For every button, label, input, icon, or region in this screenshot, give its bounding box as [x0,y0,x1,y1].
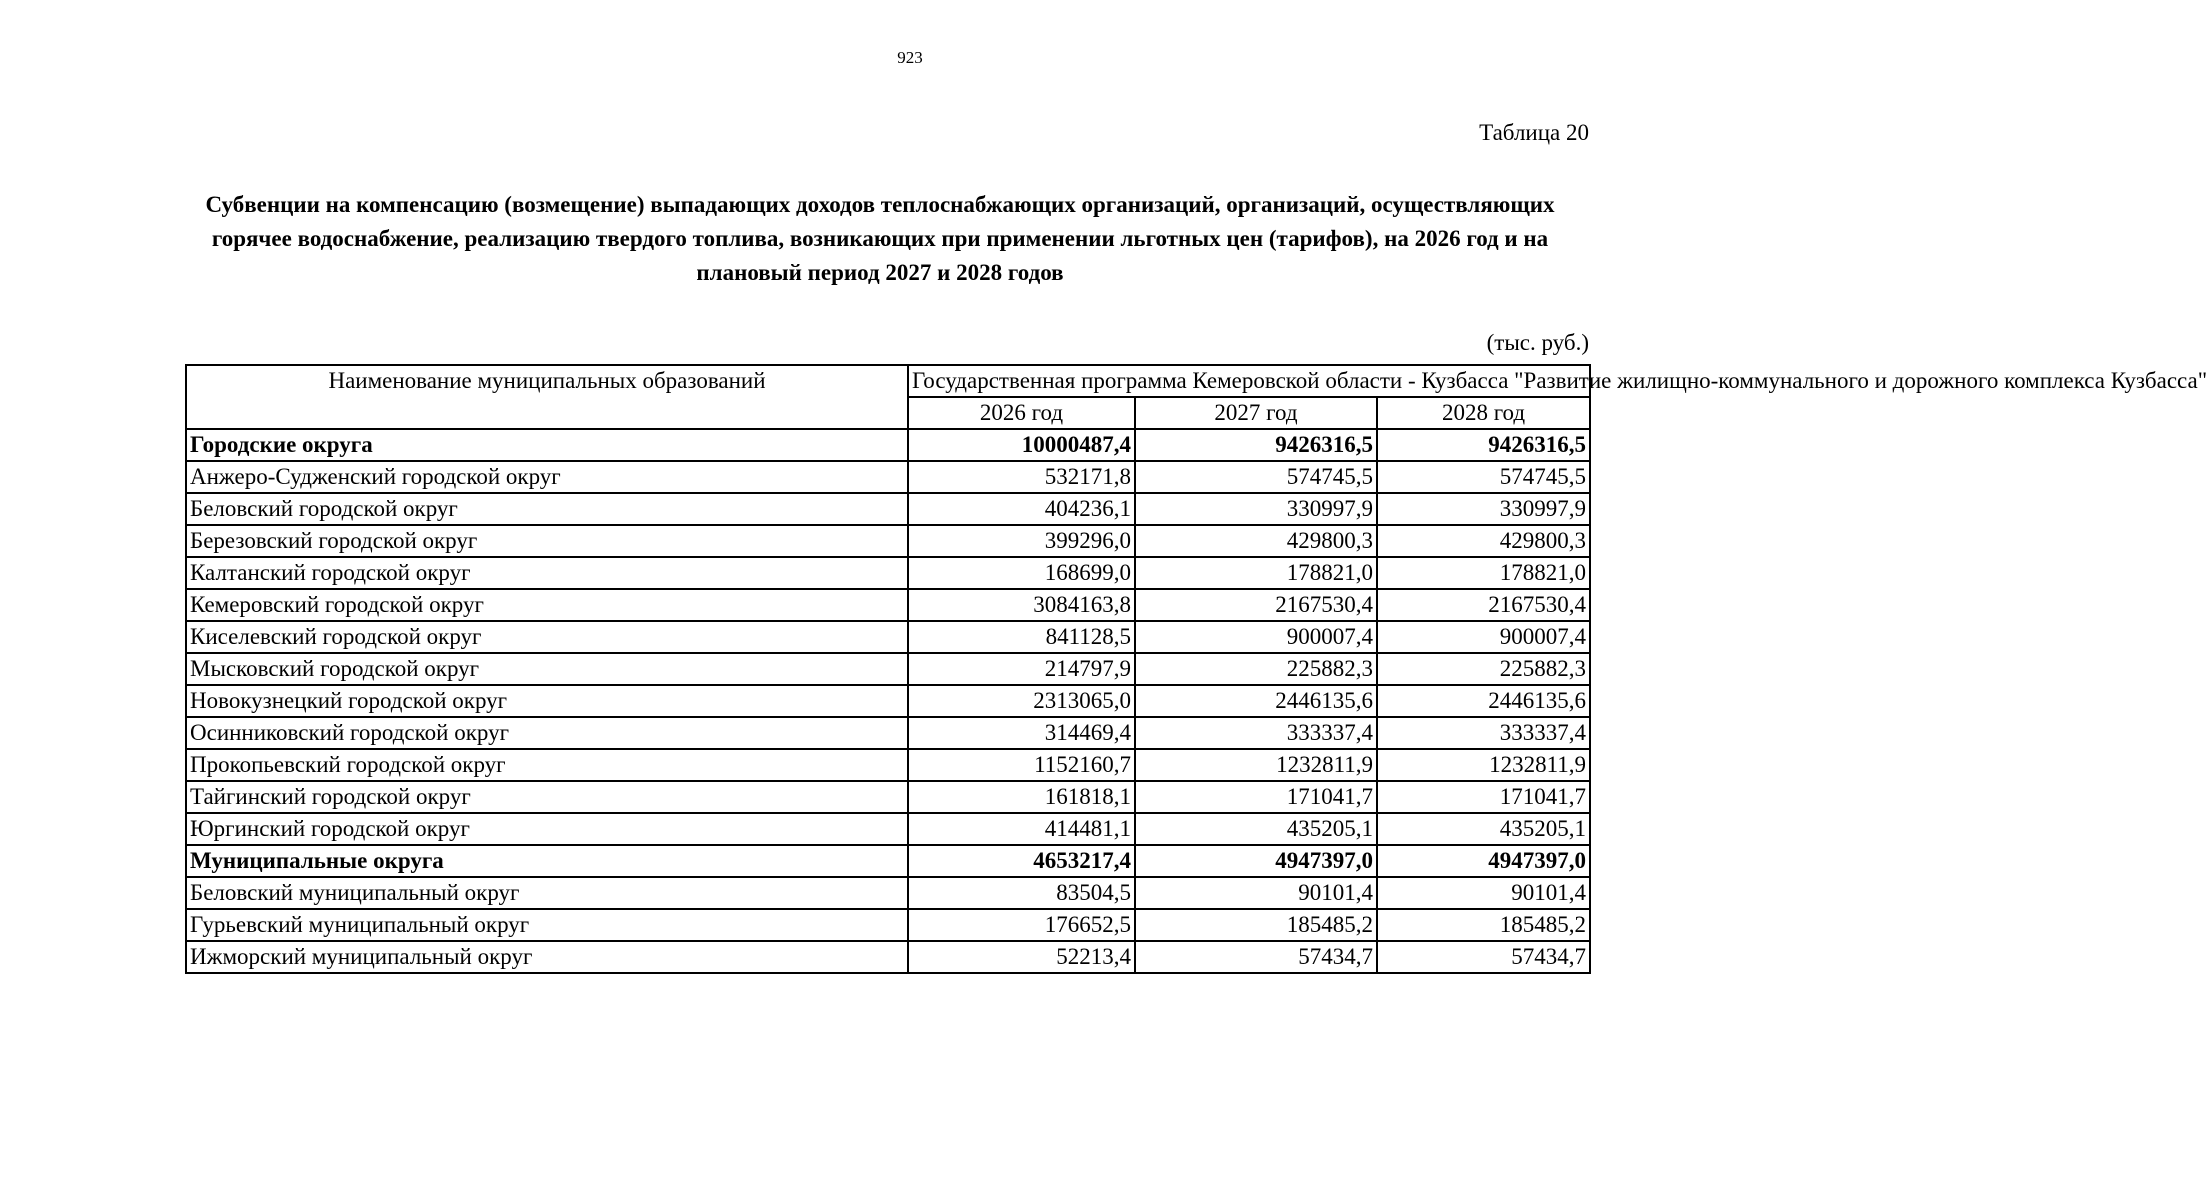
cell-value-2027: 185485,2 [1135,909,1377,941]
cell-municipality-name: Тайгинский городской округ [186,781,908,813]
cell-municipality-name: Муниципальные округа [186,845,908,877]
cell-value-2026: 314469,4 [908,717,1135,749]
cell-value-2026: 404236,1 [908,493,1135,525]
cell-value-2028: 330997,9 [1377,493,1590,525]
cell-value-2027: 429800,3 [1135,525,1377,557]
cell-value-2027: 1232811,9 [1135,749,1377,781]
cell-value-2028: 1232811,9 [1377,749,1590,781]
cell-municipality-name: Ижморский муниципальный округ [186,941,908,973]
cell-value-2026: 414481,1 [908,813,1135,845]
cell-municipality-name: Городские округа [186,429,908,461]
cell-value-2027: 171041,7 [1135,781,1377,813]
table-row [186,781,1590,813]
table-row [186,621,1590,653]
table-row [186,461,1590,493]
cell-value-2028: 178821,0 [1377,557,1590,589]
table-row [186,877,1590,909]
column-header-name: Наименование муниципальных образований [186,365,908,429]
table-row [186,685,1590,717]
cell-value-2026: 52213,4 [908,941,1135,973]
cell-value-2028: 90101,4 [1377,877,1590,909]
cell-value-2026: 841128,5 [908,621,1135,653]
cell-municipality-name: Беловский муниципальный округ [186,877,908,909]
cell-value-2028: 185485,2 [1377,909,1590,941]
table-row [186,717,1590,749]
cell-value-2027: 57434,7 [1135,941,1377,973]
cell-municipality-name: Киселевский городской округ [186,621,908,653]
cell-municipality-name: Анжеро-Судженский городской округ [186,461,908,493]
cell-value-2027: 90101,4 [1135,877,1377,909]
cell-municipality-name: Гурьевский муниципальный округ [186,909,908,941]
cell-value-2026: 161818,1 [908,781,1135,813]
column-header-2026: 2026 год [908,397,1135,429]
table-row [186,653,1590,685]
table-row [186,525,1590,557]
units-label: (тыс. руб.) [1486,330,1589,355]
cell-municipality-name: Калтанский городской округ [186,557,908,589]
cell-value-2026: 168699,0 [908,557,1135,589]
cell-value-2026: 532171,8 [908,461,1135,493]
cell-municipality-name: Осинниковский городской округ [186,717,908,749]
cell-value-2026: 214797,9 [908,653,1135,685]
cell-value-2027: 900007,4 [1135,621,1377,653]
cell-value-2026: 176652,5 [908,909,1135,941]
cell-value-2027: 9426316,5 [1135,429,1377,461]
cell-value-2028: 333337,4 [1377,717,1590,749]
cell-value-2028: 2446135,6 [1377,685,1590,717]
cell-value-2027: 225882,3 [1135,653,1377,685]
cell-value-2026: 1152160,7 [908,749,1135,781]
cell-value-2027: 2167530,4 [1135,589,1377,621]
table-header-row [186,365,1590,397]
cell-municipality-name: Прокопьевский городской округ [186,749,908,781]
table-row [186,813,1590,845]
cell-value-2027: 333337,4 [1135,717,1377,749]
cell-value-2028: 9426316,5 [1377,429,1590,461]
cell-value-2028: 171041,7 [1377,781,1590,813]
cell-value-2027: 4947397,0 [1135,845,1377,877]
subventions-table [185,364,2207,974]
table-group-row [186,845,1590,877]
table-row [186,589,1590,621]
table-body [186,429,1590,973]
cell-municipality-name: Беловский городской округ [186,493,908,525]
cell-value-2028: 4947397,0 [1377,845,1590,877]
cell-value-2028: 435205,1 [1377,813,1590,845]
cell-value-2026: 4653217,4 [908,845,1135,877]
cell-value-2026: 3084163,8 [908,589,1135,621]
cell-value-2028: 57434,7 [1377,941,1590,973]
cell-municipality-name: Березовский городской округ [186,525,908,557]
cell-municipality-name: Кемеровский городской округ [186,589,908,621]
cell-municipality-name: Юргинский городской округ [186,813,908,845]
table-row [186,557,1590,589]
cell-value-2026: 399296,0 [908,525,1135,557]
table-row [186,941,1590,973]
table-row [186,749,1590,781]
cell-value-2027: 2446135,6 [1135,685,1377,717]
cell-municipality-name: Новокузнецкий городской округ [186,685,908,717]
column-header-program: Государственная программа Кемеровской области - Кузбасса "Развитие жилищно-коммунального и дорожного комплекса Кузбасса" [908,365,1590,397]
cell-value-2026: 10000487,4 [908,429,1135,461]
table-row [186,909,1590,941]
cell-value-2028: 429800,3 [1377,525,1590,557]
cell-municipality-name: Мысковский городской округ [186,653,908,685]
cell-value-2028: 574745,5 [1377,461,1590,493]
page-number: 923 [897,48,923,67]
table-group-row [186,429,1590,461]
cell-value-2028: 225882,3 [1377,653,1590,685]
column-header-2027: 2027 год [1135,397,1377,429]
cell-value-2027: 574745,5 [1135,461,1377,493]
cell-value-2028: 900007,4 [1377,621,1590,653]
table-row [186,493,1590,525]
cell-value-2026: 2313065,0 [908,685,1135,717]
cell-value-2027: 330997,9 [1135,493,1377,525]
cell-value-2027: 435205,1 [1135,813,1377,845]
column-header-2028: 2028 год [1377,397,1590,429]
document-title: Субвенции на компенсацию (возмещение) выпадающих доходов теплоснабжающих организаций, организаций, осуществляющих горячее водоснабжение, реализацию твердого топлива, возникающих при применении льготных цен (тарифов), на 2026 год и на плановый период 2027 и 2028 годов [205,192,1555,285]
cell-value-2028: 2167530,4 [1377,589,1590,621]
cell-value-2027: 178821,0 [1135,557,1377,589]
cell-value-2026: 83504,5 [908,877,1135,909]
table-label: Таблица 20 [1479,120,1589,145]
